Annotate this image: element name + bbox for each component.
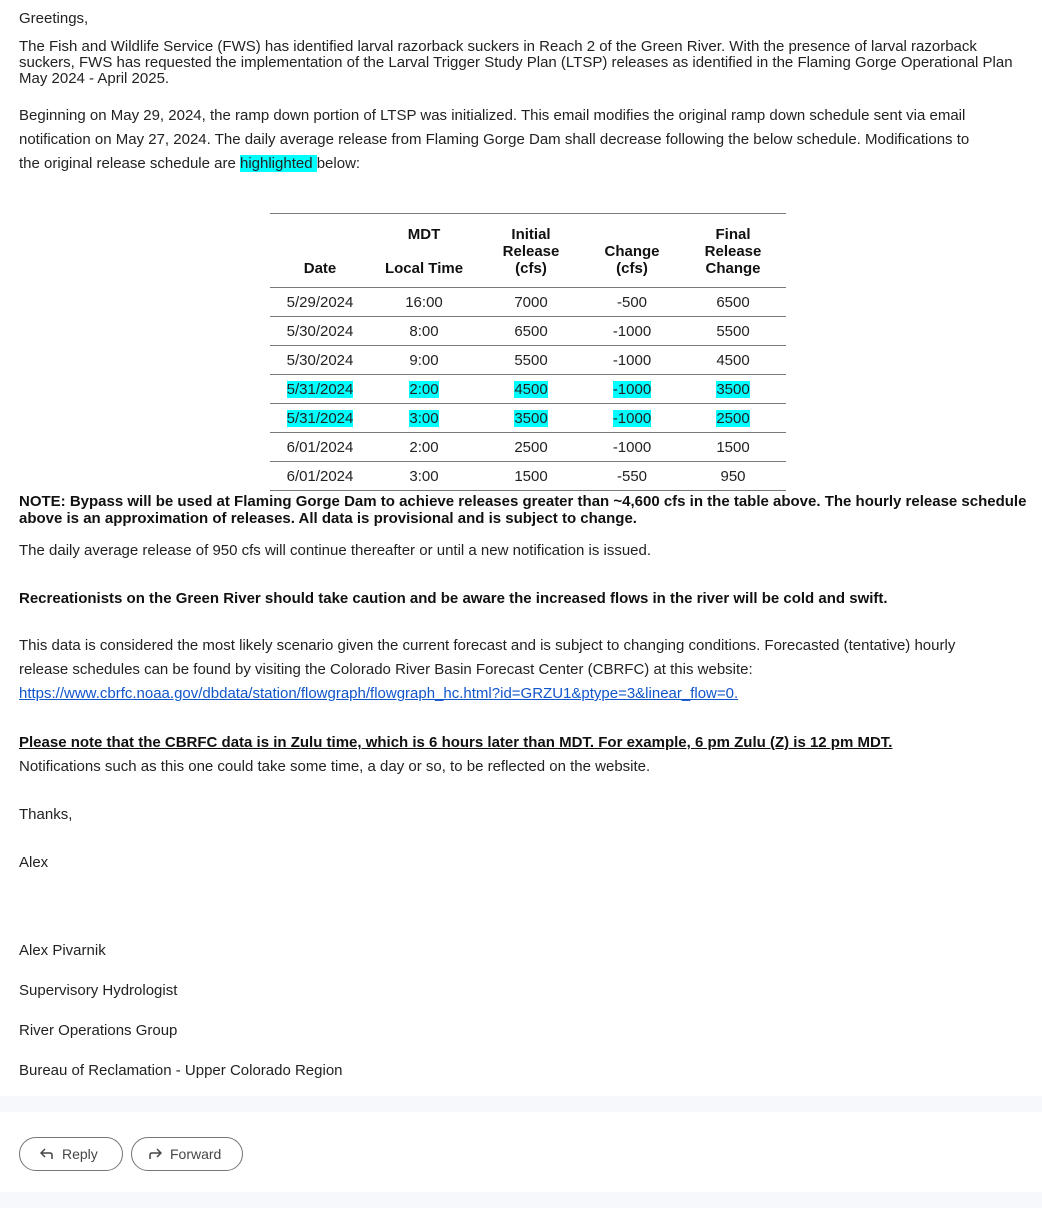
cell-time-value: 2:00 <box>409 438 439 456</box>
recreation-warning: Recreationists on the Green River should take caution and be aware the increased flows in the river will be cold and swift. <box>19 590 888 607</box>
cell-final-value: 3500 <box>716 380 750 398</box>
cell-time-value: 3:00 <box>409 409 439 427</box>
cell-time-value: 3:00 <box>409 467 439 485</box>
cell-final-value: 4500 <box>716 351 750 369</box>
cell-date <box>270 288 370 317</box>
notifications-note: Notifications such as this one could take some time, a day or so, to be reflected on the website. <box>19 758 651 775</box>
table-row <box>270 404 786 433</box>
thanks: Thanks, <box>19 806 73 823</box>
cell-initial <box>478 288 584 317</box>
header-date: Date <box>270 214 370 288</box>
table-row <box>270 433 786 462</box>
daily-average-note: The daily average release of 950 cfs will continue thereafter or until a new notification is issued. <box>19 542 652 559</box>
cell-change-value: -550 <box>616 467 648 485</box>
cell-initial-value: 2500 <box>514 438 548 456</box>
sign-off-name: Alex <box>19 854 49 871</box>
cell-time-value: 2:00 <box>409 380 439 398</box>
ramp-down-line-1: Beginning on May 29, 2024, the ramp down portion of LTSP was initialized. This email modifies the original ramp down schedule sent via email <box>19 107 966 124</box>
cell-initial <box>478 317 584 346</box>
cell-final-value: 5500 <box>716 322 750 340</box>
table-row <box>270 317 786 346</box>
cell-time-value: 9:00 <box>409 351 439 369</box>
cell-final <box>680 375 786 404</box>
cell-date-value: 6/01/2024 <box>286 467 354 485</box>
cell-date-value: 5/29/2024 <box>286 293 354 311</box>
signature-name: Alex Pivarnik <box>19 942 106 959</box>
cell-date <box>270 404 370 433</box>
cell-date-value: 5/31/2024 <box>286 409 354 427</box>
cell-change <box>584 375 680 404</box>
cell-initial-value: 5500 <box>514 351 548 369</box>
cell-time <box>370 404 478 433</box>
forward-label: Forward <box>170 1146 222 1162</box>
cell-change-value: -1000 <box>612 322 652 340</box>
cell-final-value: 6500 <box>716 293 750 311</box>
reply-button[interactable] <box>19 1137 123 1171</box>
ramp-down-line-3-end: below: <box>316 155 361 172</box>
cell-date-value: 6/01/2024 <box>286 438 354 456</box>
cell-date <box>270 317 370 346</box>
cell-initial-value: 6500 <box>514 322 548 340</box>
cell-date <box>270 462 370 491</box>
cell-time <box>370 288 478 317</box>
table-row <box>270 462 786 491</box>
divider-band-bottom <box>0 1192 1042 1208</box>
bypass-note: NOTE: Bypass will be used at Flaming Gorge Dam to achieve releases greater than ~4,600 cfs in the table above. The hourly release schedule above is an approximation of releases. All data is provisional and is subject to change. <box>19 493 1027 527</box>
forward-icon <box>148 1148 162 1160</box>
cell-final <box>680 317 786 346</box>
cell-initial-value: 1500 <box>514 467 548 485</box>
cell-change <box>584 317 680 346</box>
cell-change <box>584 404 680 433</box>
cell-date-value: 5/30/2024 <box>286 351 354 369</box>
cell-initial-value: 7000 <box>514 293 548 311</box>
cell-initial <box>478 433 584 462</box>
zulu-time-note: Please note that the CBRFC data is in Zulu time, which is 6 hours later than MDT. For example, 6 pm Zulu (Z) is 12 pm MDT. <box>19 734 893 751</box>
reply-label: Reply <box>62 1146 98 1162</box>
intro-paragraph: The Fish and Wildlife Service (FWS) has identified larval razorback suckers in Reach 2 of the Green River. With the presence of larval razorback suckers, FWS has requested the implementation of the Larval Trigger Study Plan (LTSP) releases as identified in the Flaming Gorge Operational Plan May 2024 - April 2025. <box>19 38 1013 87</box>
ramp-down-line-2: notification on May 27, 2024. The daily average release from Flaming Gorge Dam shall decrease following the below schedule. Modifications to <box>19 131 970 148</box>
forecast-line-2: release schedules can be found by visiting the Colorado River Basin Forecast Center (CBRFC) at this website: <box>19 661 753 678</box>
cell-time <box>370 375 478 404</box>
cell-initial <box>478 462 584 491</box>
highlighted-word: highlighted <box>239 155 317 172</box>
header-local-time: MDT Local Time <box>370 214 478 288</box>
header-initial-release: Initial Release (cfs) <box>478 214 584 288</box>
table-row <box>270 288 786 317</box>
reply-icon <box>40 1148 54 1160</box>
cbrfc-link[interactable]: https://www.cbrfc.noaa.gov/dbdata/station/flowgraph/flowgraph_hc.html?id=GRZU1&ptype=3&linear_flow=0. <box>19 685 739 702</box>
forecast-paragraph <box>19 634 955 706</box>
table-row <box>270 375 786 404</box>
greeting: Greetings, <box>19 10 89 27</box>
cell-change <box>584 462 680 491</box>
header-change: Change (cfs) <box>584 214 680 288</box>
cell-change-value: -1000 <box>612 409 652 427</box>
cell-date <box>270 433 370 462</box>
table-row <box>270 346 786 375</box>
divider-band-top <box>0 1096 1042 1112</box>
cell-change-value: -500 <box>616 293 648 311</box>
cell-change-value: -1000 <box>612 438 652 456</box>
cell-change <box>584 288 680 317</box>
signature-group: River Operations Group <box>19 1022 178 1039</box>
cell-time-value: 8:00 <box>409 322 439 340</box>
signature-org: Bureau of Reclamation - Upper Colorado Region <box>19 1062 343 1079</box>
header-final-release: Final Release Change <box>680 214 786 288</box>
cell-change-value: -1000 <box>612 380 652 398</box>
cell-time <box>370 462 478 491</box>
cell-final <box>680 346 786 375</box>
cell-initial <box>478 375 584 404</box>
cell-initial-value: 4500 <box>514 380 548 398</box>
ramp-down-paragraph <box>19 104 969 176</box>
release-schedule-table <box>270 213 786 491</box>
cell-initial-value: 3500 <box>514 409 548 427</box>
cell-time <box>370 346 478 375</box>
cell-final <box>680 288 786 317</box>
cell-date-value: 5/31/2024 <box>286 380 354 398</box>
cell-final <box>680 433 786 462</box>
forward-button[interactable] <box>131 1137 243 1171</box>
cell-date <box>270 375 370 404</box>
cell-time-value: 16:00 <box>405 293 443 311</box>
ramp-down-line-3: the original release schedule are <box>19 155 240 172</box>
signature-title: Supervisory Hydrologist <box>19 982 178 999</box>
table-header-row <box>270 214 786 288</box>
cell-final-value: 1500 <box>716 438 750 456</box>
cell-time <box>370 433 478 462</box>
cell-initial <box>478 404 584 433</box>
cell-final-value: 950 <box>720 467 746 485</box>
cell-final-value: 2500 <box>716 409 750 427</box>
cell-date <box>270 346 370 375</box>
cell-date-value: 5/30/2024 <box>286 322 354 340</box>
cell-initial <box>478 346 584 375</box>
cell-time <box>370 317 478 346</box>
cell-change <box>584 433 680 462</box>
forecast-line-1: This data is considered the most likely scenario given the current forecast and is subject to changing conditions. Forecasted (tentative) hourly <box>19 637 956 654</box>
cell-final <box>680 404 786 433</box>
cell-change-value: -1000 <box>612 351 652 369</box>
cell-change <box>584 346 680 375</box>
cell-final <box>680 462 786 491</box>
